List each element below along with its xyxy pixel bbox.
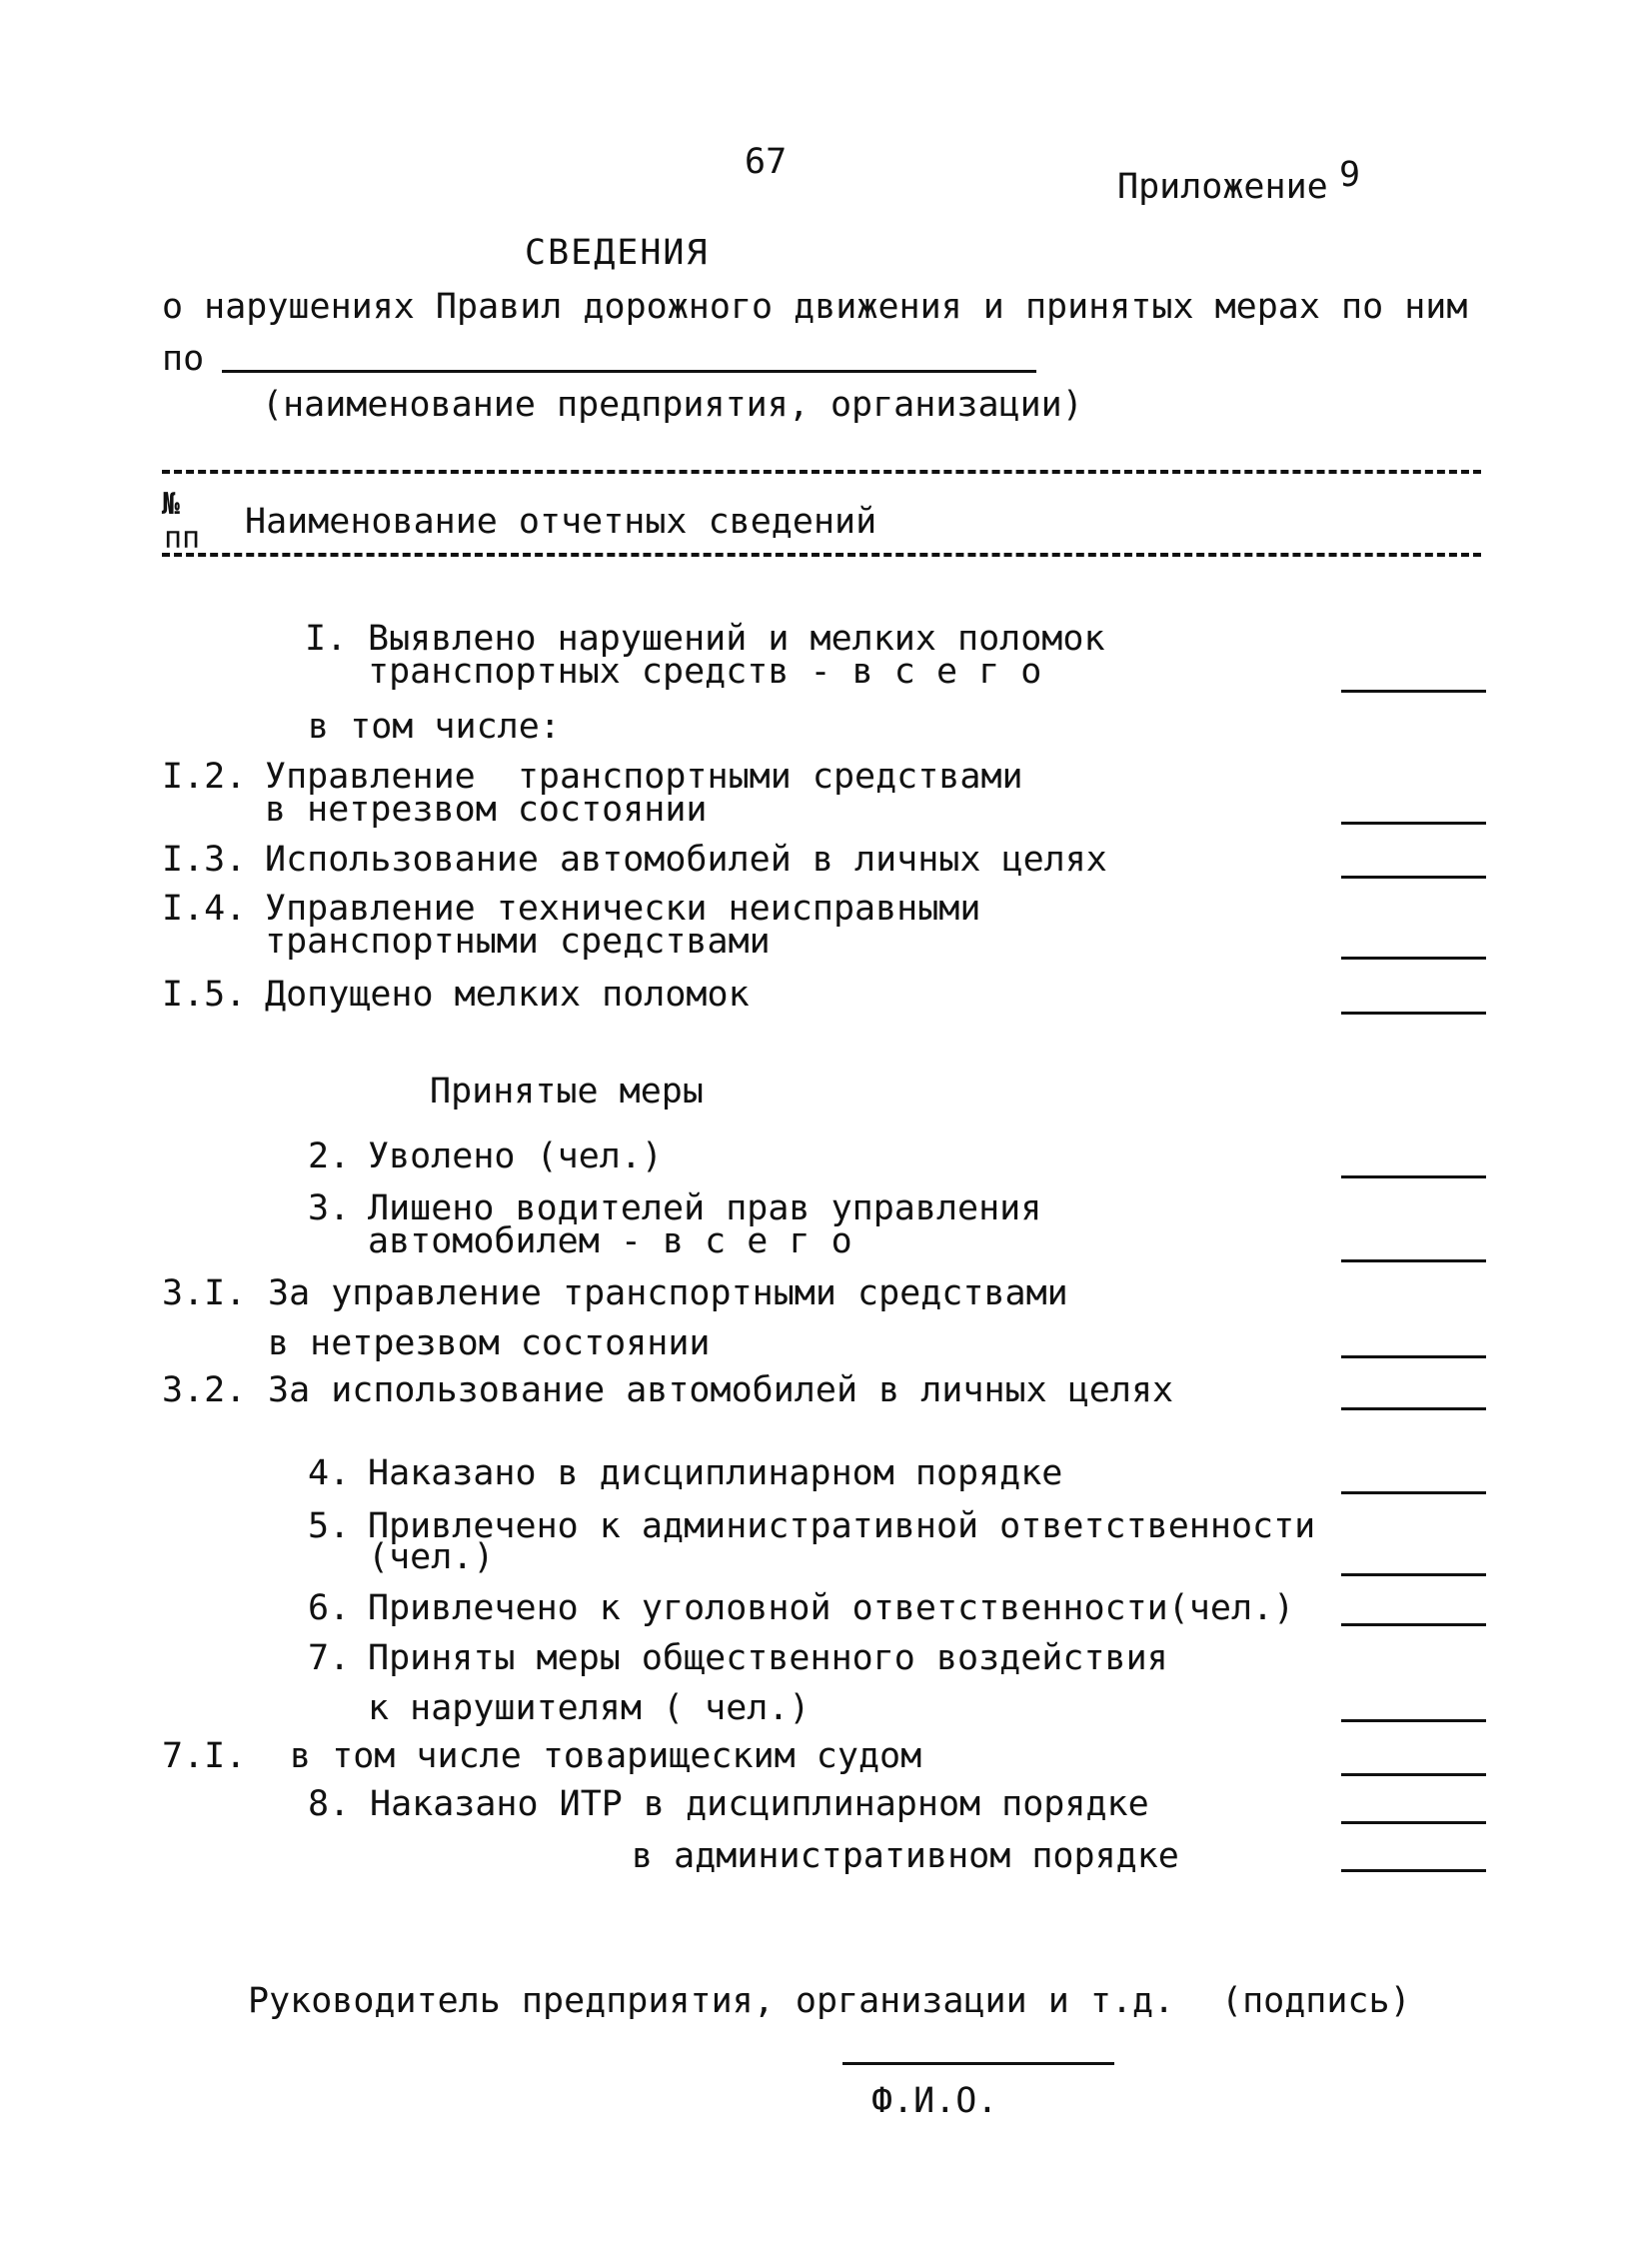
- signature-line[interactable]: [842, 2062, 1114, 2065]
- value-blank[interactable]: [1341, 1491, 1486, 1494]
- signature-fio: Ф.И.О.: [871, 2081, 998, 2121]
- appendix-label: Приложение: [1117, 167, 1328, 207]
- value-blank[interactable]: [1341, 1773, 1486, 1776]
- row-text: в нетрезвом состоянии: [268, 1323, 711, 1363]
- value-blank[interactable]: [1341, 1012, 1486, 1015]
- row-text: Управление технически неисправными: [265, 889, 981, 929]
- org-fill-line: [222, 370, 1036, 373]
- row-number: 4.: [308, 1453, 351, 1493]
- row-number: I.5.: [162, 975, 247, 1015]
- value-blank[interactable]: [1341, 690, 1486, 693]
- value-blank[interactable]: [1341, 1719, 1486, 1722]
- row-number: I.4.: [162, 889, 247, 929]
- value-blank[interactable]: [1341, 1869, 1486, 1872]
- row-text: в нетрезвом состоянии: [265, 790, 708, 830]
- header-label: Наименование отчетных сведений: [245, 502, 877, 542]
- row-text: Допущено мелких поломок: [265, 975, 750, 1015]
- row-text: в административном порядке: [632, 1836, 1179, 1876]
- row-number: 5.: [308, 1506, 351, 1546]
- row-text: транспортными средствами: [265, 922, 771, 962]
- row-number: 7.I.: [162, 1736, 247, 1776]
- row-text: к нарушителям ( чел.): [368, 1688, 811, 1728]
- page-number: 67: [745, 142, 788, 182]
- row-text: За управление транспортными средствами: [268, 1273, 1068, 1313]
- row-number: 3.: [308, 1188, 351, 1228]
- row-number: 8.: [308, 1784, 351, 1824]
- row-text: в том числе товарищеским судом: [290, 1736, 922, 1776]
- row-text: Наказано ИТР в дисциплинарном порядке: [370, 1784, 1149, 1824]
- value-blank[interactable]: [1341, 1259, 1486, 1262]
- measures-heading: Принятые меры: [430, 1072, 704, 1112]
- row-text: Привлечено к уголовной ответственности(чел.): [368, 1588, 1295, 1628]
- document-title: СВЕДЕНИЯ: [525, 233, 710, 273]
- row-text: За использование автомобилей в личных целях: [268, 1370, 1174, 1410]
- row-text: Выявлено нарушений и мелких поломок: [368, 619, 1105, 659]
- value-blank[interactable]: [1341, 1623, 1486, 1626]
- row-text: автомобилем - в с е г о: [368, 1221, 852, 1261]
- row-text: Лишено водителей прав управления: [368, 1188, 1042, 1228]
- org-prefix: по: [162, 339, 205, 379]
- row-number: 3.2.: [162, 1370, 247, 1410]
- value-blank[interactable]: [1341, 1175, 1486, 1178]
- header-number-sub: пп: [164, 521, 201, 556]
- row-number: 6.: [308, 1588, 351, 1628]
- row-text: в том числе:: [308, 707, 561, 747]
- header-number-symbol: №: [162, 487, 181, 522]
- row-number: I.3.: [162, 840, 247, 880]
- value-blank[interactable]: [1341, 1821, 1486, 1824]
- signature-caption: (подпись): [1221, 1981, 1411, 2021]
- row-number: 7.: [308, 1638, 351, 1678]
- value-blank[interactable]: [1341, 822, 1486, 825]
- row-number: I.: [305, 619, 348, 659]
- row-text: Наказано в дисциплинарном порядке: [368, 1453, 1063, 1493]
- row-text: Привлечено к административной ответственности: [368, 1506, 1316, 1546]
- row-text: Приняты меры общественного воздействия: [368, 1638, 1168, 1678]
- appendix-number: 9: [1339, 155, 1361, 195]
- signature-title: Руководитель предприятия, организации и т.д.: [248, 1981, 1175, 2021]
- row-text: Уволено (чел.): [368, 1136, 664, 1176]
- row-text: Использование автомобилей в личных целях: [265, 840, 1107, 880]
- value-blank[interactable]: [1341, 876, 1486, 879]
- row-text: (чел.): [368, 1537, 495, 1577]
- table-header-rule-top: [162, 470, 1481, 474]
- value-blank[interactable]: [1341, 957, 1486, 960]
- table-header-rule-bottom: [162, 553, 1481, 557]
- org-caption: (наименование предприятия, организации): [262, 385, 1083, 425]
- row-number: I.2.: [162, 757, 247, 797]
- document-subtitle: о нарушениях Правил дорожного движения и принятых мерах по ним: [162, 287, 1468, 327]
- row-number: 2.: [308, 1136, 351, 1176]
- value-blank[interactable]: [1341, 1355, 1486, 1358]
- row-text: транспортных средств - в с е г о: [368, 652, 1042, 692]
- value-blank[interactable]: [1341, 1573, 1486, 1576]
- row-text: Управление транспортными средствами: [265, 757, 1023, 797]
- value-blank[interactable]: [1341, 1407, 1486, 1410]
- row-number: 3.I.: [162, 1273, 247, 1313]
